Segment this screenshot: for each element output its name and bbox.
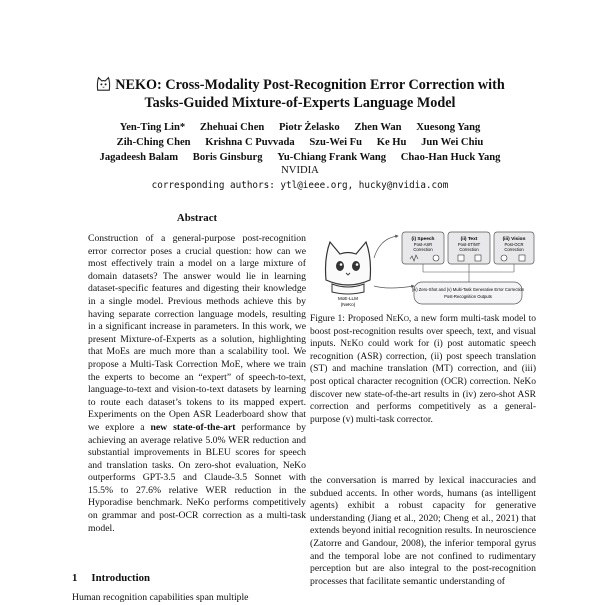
section-number: 1: [72, 572, 78, 584]
affiliation: NVIDIA: [281, 165, 319, 176]
caption-text: , a new form multi-task model to boost post-recognition results over speech, text, and visual inputs. N: [310, 314, 536, 350]
box-title: (iii) Vision: [502, 237, 526, 242]
title-line-2: Tasks-Guided Mixture-of-Experts Language Model: [144, 95, 456, 111]
caption-text: e: [347, 339, 352, 350]
caption-text: K: [351, 339, 359, 350]
author: Jagadeesh Balam: [99, 152, 179, 163]
box-line: Post-ASR: [413, 242, 433, 247]
author: Boris Ginsburg: [192, 152, 263, 163]
section-heading-introduction: [72, 572, 150, 584]
figure-box-vision: [494, 232, 534, 264]
caption-text: Figure 1: Proposed N: [310, 314, 393, 324]
author: Piotr Żelasko: [278, 122, 340, 133]
figure-box-zero-shot-multitask: [412, 282, 525, 304]
bottom-box-line: Post-Recognition Outputs: [444, 294, 492, 299]
box-line: Post-ST/MT: [457, 242, 481, 247]
caption-text: o: [403, 314, 409, 324]
llm-label: MoE-LLM: [338, 296, 358, 301]
box-line: Correction: [413, 247, 433, 252]
author: Xuesong Yang: [416, 122, 481, 133]
box-title: (ii) Text: [460, 237, 478, 242]
author: Yu-Chiang Frank Wang: [277, 152, 387, 163]
cat-logo-icon: [95, 76, 112, 91]
author: Yen-Ting Lin*: [119, 122, 186, 133]
title-line-1: NEKO: Cross-Modality Post-Recognition Error Correction with: [115, 77, 505, 93]
caption-text: K: [396, 314, 404, 324]
author: Zhehuai Chen: [199, 122, 265, 133]
author: Jun Wei Chiu: [421, 137, 484, 148]
author: Krishna C Puvvada: [205, 137, 295, 148]
caption-text: e: [392, 314, 397, 324]
figure-box-text: [448, 232, 490, 264]
box-line: Correction: [459, 247, 479, 252]
figure-1-caption: [310, 313, 536, 426]
box-line: Correction: [504, 247, 524, 252]
caption-text: o: [358, 339, 364, 350]
paper-title: [60, 76, 540, 112]
abstract-heading: Abstract: [176, 212, 218, 224]
corresponding-authors: corresponding authors: ytl@ieee.org, hucky@nvidia.com: [151, 180, 449, 191]
box-title: (i) Speech: [411, 237, 435, 242]
abstract-body: [88, 233, 306, 535]
abstract-bold-phrase: new state-of-the-art: [150, 421, 236, 433]
section-title: Introduction: [91, 572, 151, 584]
box-line: Post-OCR: [504, 242, 524, 247]
llm-label-sub: (NeKo): [340, 302, 356, 307]
figure-1-diagram: [318, 228, 536, 308]
cat-mascot-icon: [326, 242, 371, 294]
bottom-box-line: (iv) Zero-Shot and (v) Multi-Task Generative Error Correction: [411, 287, 525, 292]
author: Szu-Wei Fu: [309, 137, 363, 148]
author: Zhen Wan: [354, 122, 402, 133]
body-paragraph-right: the conversation is marred by lexical inaccuracies and subdued accents. In other words, humans (as intelligent agents) exhibit a robust capacity for generative understanding (Jiang et al., 2020; Cheng et al., 2021) that extends beyond initial recognition results. In neuroscience (Zatorre and Gandour, 2008), the inferior temporal gyrus and the temporal lobe are not confined to rudimentary perception but are also integral to the post-recognition processes that facilitate semantic understanding of: [310, 475, 536, 587]
abstract-text: Construction of a general-purpose post-recognition error corrector poses a crucial question: how can we most effectively train a model on a large mixture of domain datasets? The answer would lie in learning dataset-specific features and digesting their knowledge in a single model. Previous methods achieve this by having separate correction language models, resulting in a significant increase in parameters. In this work, we present Mixture-of-Experts as a solution, highlighting that MoEs are much more than a scalability tool. We propose a Multi-Task Correction MoE, where we train the experts to become an “expert” of speech-to-text, language-to-text and vision-to-text datasets by learning to route each dataset’s tokens to its mapped expert. Experiments on the Open ASR Leaderboard show that we explore a: [88, 233, 306, 433]
figure-box-speech: [402, 232, 444, 264]
caption-text: could work for (i) post automatic speech recognition (ASR) correction, (ii) post speech translation (ST) and machine translation (MT) correction, and (iii) post optical character recognition (OCR) correction. NeKo discover new state-of-the-art results in (iv) zero-shot ASR correction and performs competitively as a general-purpose (v) multi-task corrector.: [310, 339, 536, 425]
author: Chao-Han Huck Yang: [400, 152, 501, 163]
author: Zih-Ching Chen: [116, 137, 191, 148]
author-list: [40, 120, 560, 165]
intro-paragraph: Human recognition capabilities span multiple: [72, 592, 249, 603]
author: Ke Hu: [376, 137, 407, 148]
abstract-text: performance by achieving an average relative 5.0% WER reduction and substantial improvements in BLEU scores for speech and translation tasks. On zero-shot evaluation, NeKo outperforms GPT-3.5 and Claude-3.5 Sonnet with 15.5% to 27.6% relative WER reduction in the Hyporadise benchmark. NeKo performs competitively on grammar and post-OCR correction as a multi-task model.: [88, 421, 306, 534]
